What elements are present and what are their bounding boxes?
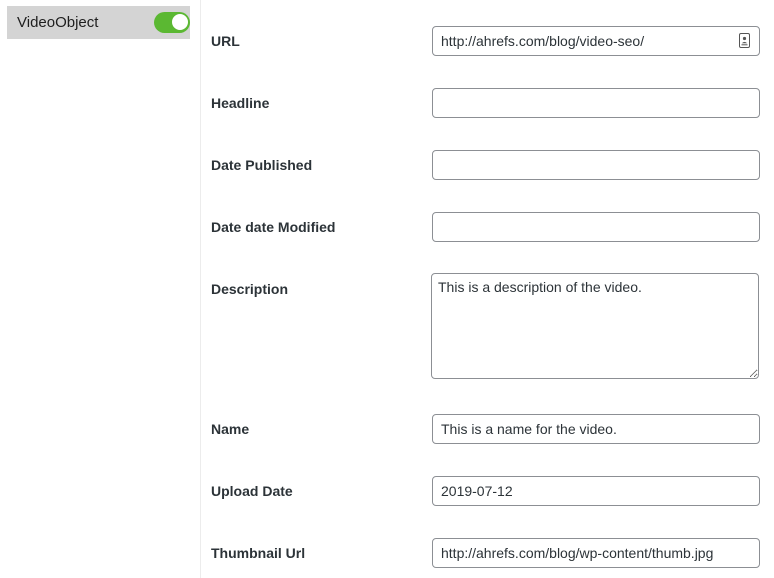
headline-input[interactable] [432, 88, 760, 118]
upload-date-label: Upload Date [211, 483, 293, 499]
videoobject-toggle[interactable] [154, 12, 190, 33]
thumbnail-url-label: Thumbnail Url [211, 545, 306, 561]
date-modified-input[interactable] [432, 212, 760, 242]
upload-date-input[interactable] [432, 476, 760, 506]
sidebar-item-videoobject[interactable] [7, 6, 190, 39]
url-input[interactable] [432, 26, 760, 56]
sidebar [0, 0, 201, 578]
date-published-label: Date Published [211, 157, 313, 173]
description-label: Description [211, 281, 289, 297]
date-modified-label: Date date Modified [211, 219, 336, 235]
name-label: Name [211, 421, 250, 437]
name-input[interactable] [432, 414, 760, 444]
headline-label: Headline [211, 95, 270, 111]
contact-card-icon[interactable] [739, 33, 750, 48]
description-textarea[interactable] [431, 273, 759, 379]
date-published-input[interactable] [432, 150, 760, 180]
toggle-knob [172, 14, 188, 30]
url-label: URL [211, 33, 240, 49]
sidebar-item-label: VideoObject [17, 14, 99, 31]
thumbnail-url-input[interactable] [432, 538, 760, 568]
